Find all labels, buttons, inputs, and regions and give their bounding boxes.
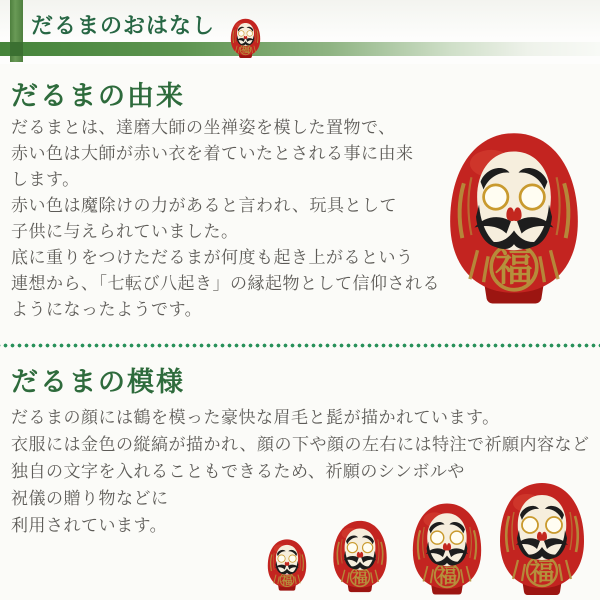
text-line: 祝儀の贈り物などに [11,489,169,508]
section-heading-pattern: だるまの模様 [11,367,185,397]
text-line: 衣服には金色の縦縞が描かれ、顔の下や顔の左右には特注で祈願内容など [11,435,590,454]
daruma-photo-small-3 [404,501,490,597]
dotted-divider [0,341,600,350]
text-line: 独自の文字を入れることもできるため、祈願のシンボルや [11,462,465,481]
text-line: 赤い色は魔除けの力があると言われ、玩具として [11,196,398,215]
section-heading-origin: だるまの由来 [11,81,185,111]
daruma-photo-small-1 [264,538,310,592]
text-line: 底に重りをつけただるまが何度も起き上がるという [11,248,414,267]
page-title: だるまのおはなし [31,13,216,38]
text-line: ようになったようです。 [11,300,203,319]
text-line: 子供に与えられていました。 [11,222,239,241]
page-header [0,0,600,64]
text-line: 連想から、「七転び八起き」の縁起物として信仰される [11,274,440,293]
text-line: だるまの顔には鶴を模った豪快な眉毛と髭が描かれています。 [11,408,500,427]
text-line: します。 [11,170,80,189]
origin-text [11,115,440,323]
daruma-photo-large [438,114,590,308]
header-gradient-band [0,42,600,56]
daruma-photo-small-4 [492,480,592,598]
header-daruma-image [228,4,263,59]
text-line: 利用されています。 [11,516,168,535]
daruma-photo-small-2 [327,519,393,594]
header-bar-intersection [10,42,23,56]
text-line: 赤い色は大師が赤い衣を着ていたとされる事に由来 [11,144,414,163]
text-line: だるまとは、達磨大師の坐禅姿を模した置物で、 [11,118,396,137]
